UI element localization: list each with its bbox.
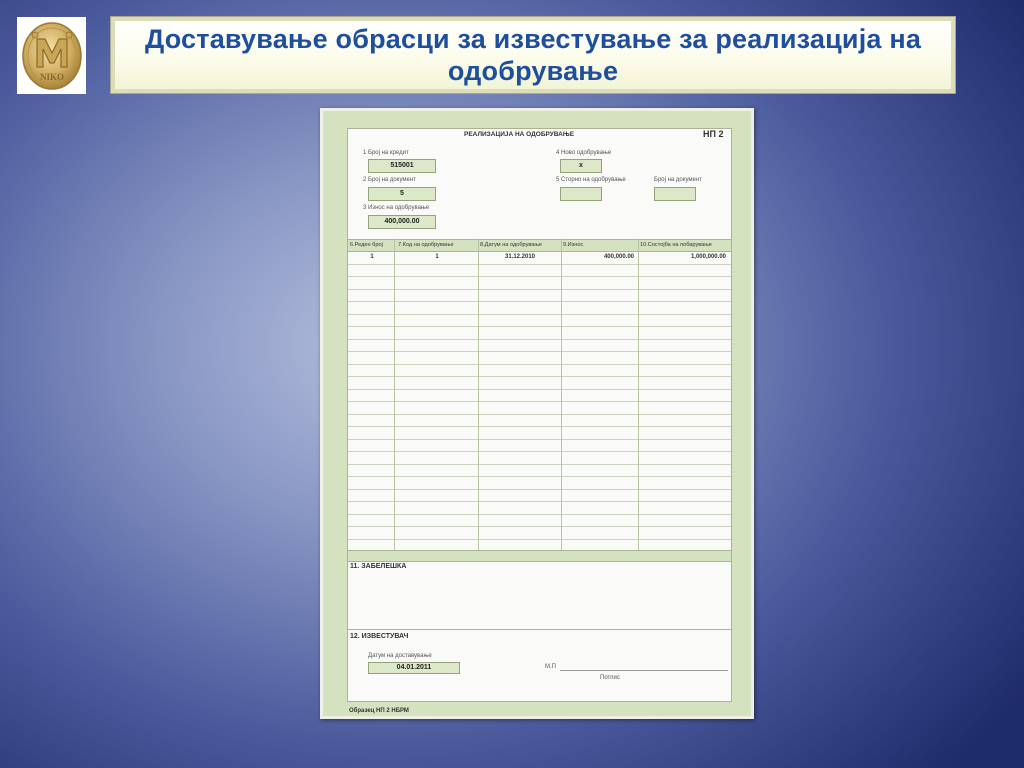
coin-logo-icon bbox=[21, 21, 83, 91]
document-number-field[interactable]: 5 bbox=[368, 187, 436, 201]
storno-document-label: Број на документ bbox=[654, 177, 702, 183]
table-column-line bbox=[394, 239, 395, 550]
table-cell: 400,000.00 bbox=[603, 254, 634, 260]
signature-label: Потпис bbox=[600, 675, 620, 681]
table-row-line bbox=[348, 526, 731, 527]
table-row-line bbox=[348, 289, 731, 290]
table-footer-band bbox=[348, 550, 731, 562]
approval-amount-field[interactable]: 400,000.00 bbox=[368, 215, 436, 229]
column-header: 9.Износ bbox=[563, 242, 584, 248]
credit-number-label: 1 Број на кредит bbox=[363, 150, 409, 156]
table-column-line bbox=[478, 239, 479, 550]
table-row-line bbox=[348, 476, 731, 477]
table-column-line bbox=[638, 239, 639, 550]
delivery-date-field[interactable]: 04.01.2011 bbox=[368, 662, 460, 674]
table-cell: 1 bbox=[370, 254, 374, 260]
column-header: 8.Датум на одобрување bbox=[480, 242, 543, 248]
table-row-line bbox=[348, 414, 731, 415]
table-row-line bbox=[348, 401, 731, 402]
table-row-line bbox=[348, 439, 731, 440]
table-cell: 31.12.2010 bbox=[504, 254, 536, 260]
table-row-line bbox=[348, 314, 731, 315]
table-row-line bbox=[348, 464, 731, 465]
slide-title-bar bbox=[111, 17, 955, 93]
form-footer: Образец НП 2 НБРМ bbox=[349, 708, 409, 714]
column-header: 6.Реден број bbox=[350, 242, 383, 248]
table-header bbox=[348, 239, 731, 252]
table-row-line bbox=[348, 339, 731, 340]
table-row-line bbox=[348, 389, 731, 390]
storno-field[interactable] bbox=[560, 187, 602, 201]
divider bbox=[348, 629, 731, 630]
column-header: 7.Код на одобрување bbox=[398, 242, 454, 248]
table-row-line bbox=[348, 351, 731, 352]
table-cell: 1,000,000.00 bbox=[690, 254, 726, 260]
signature-line bbox=[560, 670, 728, 671]
table-row-line bbox=[348, 514, 731, 515]
new-approval-field[interactable]: x bbox=[560, 159, 602, 173]
logo bbox=[17, 17, 86, 94]
slide-title: Доставување обрасци за известување за реализација на одобрување bbox=[144, 24, 922, 86]
svg-text:NIKO: NIKO bbox=[39, 71, 64, 82]
credit-number-field[interactable]: 515001 bbox=[368, 159, 436, 173]
table-column-line bbox=[561, 239, 562, 550]
form-code: НП 2 bbox=[703, 129, 724, 139]
table-row-line bbox=[348, 301, 731, 302]
stamp-label: М.П bbox=[545, 664, 556, 670]
note-section-title: 11. ЗАБЕЛЕШКА bbox=[350, 563, 407, 570]
storno-label: 5 Сторно на одобрување bbox=[556, 177, 626, 183]
table-row-line bbox=[348, 451, 731, 452]
form-sheet bbox=[347, 128, 732, 702]
form-document bbox=[320, 108, 754, 719]
table-row-line bbox=[348, 326, 731, 327]
table-row-line bbox=[348, 364, 731, 365]
table-row-line bbox=[348, 276, 731, 277]
table-row-line bbox=[348, 376, 731, 377]
delivery-date-label: Датум на доставување bbox=[368, 653, 432, 659]
column-header: 10.Состојба на побарување bbox=[640, 242, 712, 248]
table-row-line bbox=[348, 539, 731, 540]
form-header-title: РЕАЛИЗАЦИЈА НА ОДОБРУВАЊЕ bbox=[464, 131, 575, 138]
reporter-section-title: 12. ИЗВЕСТУВАЧ bbox=[350, 633, 409, 640]
table-cell: 1 bbox=[435, 254, 439, 260]
table-row-line bbox=[348, 426, 731, 427]
table-row-line bbox=[348, 489, 731, 490]
table-row-line bbox=[348, 264, 731, 265]
document-number-label: 2 Број на документ bbox=[363, 177, 416, 183]
approval-amount-label: 3 Износ на одобрување bbox=[363, 205, 430, 211]
table-row-line bbox=[348, 501, 731, 502]
new-approval-label: 4 Ново одобрување bbox=[556, 150, 612, 156]
storno-document-field[interactable] bbox=[654, 187, 696, 201]
